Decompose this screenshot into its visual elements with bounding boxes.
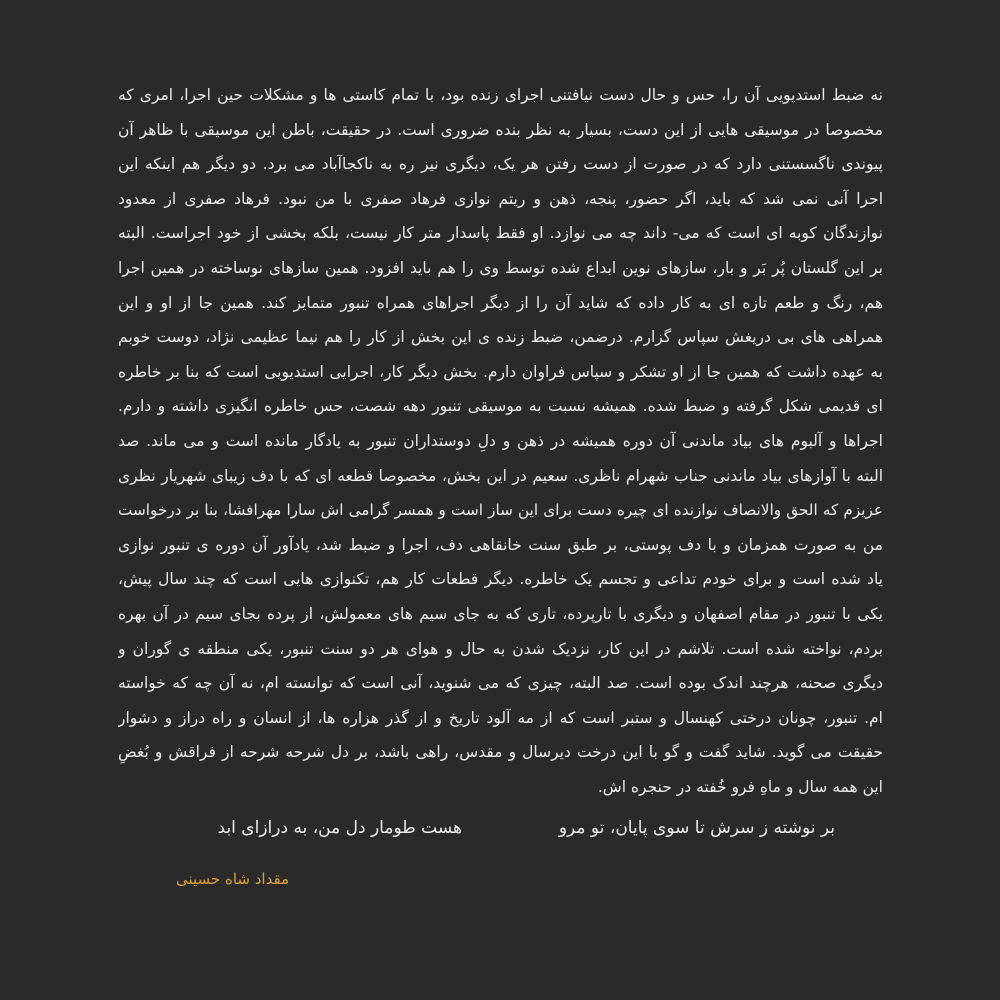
text-line: یاد شده است و برای خودم تداعی و تجسم یک خاطره. دیگر قطعات کار هم، تکنوازی هایی است که چند سال پیش، (118, 570, 883, 589)
text-line: نوازندگان کوبه ای است که می- داند چه می نوازد. او فقط پاسدار متر کار نیست، بلکه بخشی از خود اجراست. البته (118, 224, 883, 243)
text-line: پیوندی ناگسستنی دارد که در صورت از دست رفتن هر یک، دیگری نیز ره به ناکجاآباد می برد. دو دیگر هم اینکه این (118, 155, 883, 174)
author-signature: مقداد شاه حسینی (176, 870, 290, 888)
text-line: به عهده داشت که همین جا از او تشکر و سپاس فراوان دارم. بخش دیگر کار، اجرایی استدیویی است که بنا بر خاطره (118, 362, 883, 381)
text-line: حقیقت می گوید. شاید گفت و گو با این درخت دیرسال و مقدس، راهی باشد، بر دل شرحه شرحه از فراقش و بُغضِ (118, 743, 883, 762)
text-line: هم، رنگ و طعم تازه ای به کار داده که شاید آن را از دیگر اجراهای همراه تنبور متمایز کند. همین جا از او و این (118, 293, 883, 312)
text-line: البته با آوازهای بیاد ماندنی جناب شهرام ناظری. سعیم در این بخش، مخصوصا قطعه ای که با دف زیبای شهریار نظری (118, 466, 883, 485)
text-line: ای قدیمی شکل گرفته و ضبط شده. همیشه نسبت به موسیقی تنبور دهه شصت، حس خاطره انگیزی داشته و دارم. (118, 397, 883, 416)
text-line: نه ضبط استدیویی آن را، حس و حال دست نیافتنی اجرای زنده بود، با تمام کاستی ها و مشکلات حین اجرا، امری که (118, 86, 883, 104)
text-line: مخصوصا در موسیقی هایی از این دست، بسیار به نظر بنده ضروری است. در حقیقت، باطن این موسیقی با ظاهر آن (118, 120, 883, 139)
poem-hemistich-first: بر نوشته ز سرش تا سوی پایان، تو مرو (558, 818, 835, 838)
poem-hemistich-second: هست طومار دل من، به درازای ابد (217, 818, 462, 838)
poem-verse (0, 814, 1000, 848)
text-line: یکی با تنبور در مقام اصفهان و دیگری با تارپرده، تاری که به جای سیم های معمولش، از پرده بجای سیم در آن بهره (118, 604, 883, 623)
text-line: اجرا آنی نمی شد که باید، اگر حضور، پنجه، ذهن و ریتم نوازی فرهاد صفری با من نبود. فرهاد صفری از معدود (118, 189, 883, 208)
text-line: عزیزم که الحق والانصاف نوازنده ای چیره دست برای این ساز است و همسر گرامی اش سارا مهرافشا، بنا بر درخواست (118, 501, 883, 520)
text-line: اجراها و آلبوم های بیاد ماندنی آن دوره همیشه در ذهن و دلِ دوستداران تنبور به یادگار مانده است و می ماند. صد (118, 431, 883, 450)
text-line: دیگری صحنه، هرچند اندک بوده است. صد البته، چیزی که می شنوید، آنی است که توانسته ام، نه آن چه که خواسته (118, 674, 883, 693)
text-line: همراهی های بی دریغش سپاس گزارم. درضمن، ضبط زنده ی این بخش از کار را هم نیما عظیمی نژاد، دوست خوبم (118, 328, 883, 347)
text-line: بردم، نواخته شده است. تلاشم در این کار، نزدیک شدن به حال و هوای هر دو سنت تنبور، یکی منطقه ی گوران و (118, 639, 883, 658)
text-line: من به صورت همزمان و با دف پوستی، بر طبق سنت خانقاهی دف، اجرا و ضبط شد، یادآور آن دوره ی تنبور نوازی (118, 535, 883, 554)
text-line: ام. تنبور، چونان درختی کهنسال و ستبر است که از مه آلود تاریخ و از گذر هزاره ها، از انسان و راه دراز و دشوار (118, 708, 883, 727)
text-line-last: این همه سال و ماهِ فرو خُفته در حنجره اش. (597, 777, 883, 796)
body-text (118, 78, 883, 804)
text-line: بر این گلستان پُر بَر و بار، سازهای نوین ابداع شده توسط وی را هم باید افزود. همین سازهای نوساخته در همین اجرا (118, 258, 883, 277)
